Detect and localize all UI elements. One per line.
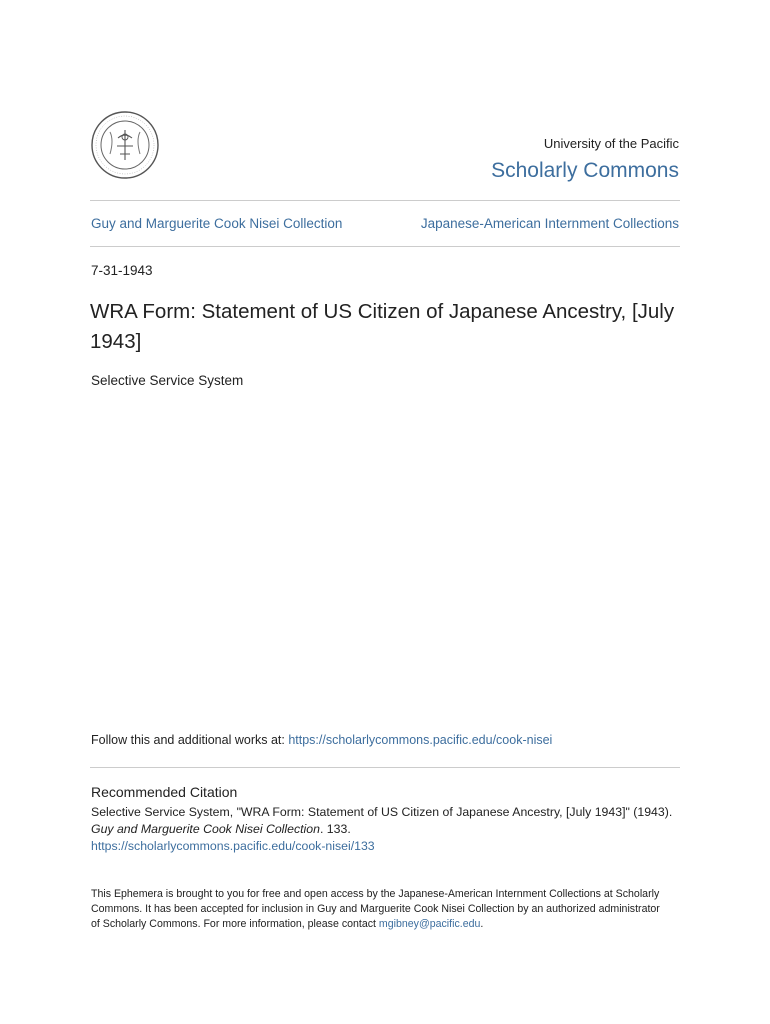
university-seal-icon — [90, 110, 160, 180]
citation-number: . 133. — [319, 822, 351, 836]
citation-heading: Recommended Citation — [91, 784, 238, 800]
divider-collections — [90, 246, 680, 247]
access-notice — [91, 887, 671, 932]
follow-link[interactable]: https://scholarlycommons.pacific.edu/cook-nisei — [288, 733, 553, 747]
citation-text: Selective Service System, "WRA Form: Statement of US Citizen of Japanese Ancestry, [July 1943]" (1943). — [91, 805, 673, 819]
item-date: 7-31-1943 — [91, 263, 153, 278]
repository-name[interactable]: Scholarly Commons — [491, 159, 679, 182]
citation-series: Guy and Marguerite Cook Nisei Collection — [91, 822, 320, 836]
follow-prefix: Follow this and additional works at: — [91, 733, 289, 747]
parent-collection-link[interactable]: Japanese-American Internment Collections — [420, 216, 679, 231]
divider-top — [90, 200, 680, 201]
collection-link[interactable]: Guy and Marguerite Cook Nisei Collection — [91, 216, 343, 231]
repository-branding — [491, 136, 679, 184]
citation-link[interactable]: https://scholarlycommons.pacific.edu/cook-nisei/133 — [91, 839, 375, 853]
item-author: Selective Service System — [91, 373, 244, 388]
contact-email-link[interactable]: mgibney@pacific.edu — [378, 918, 481, 930]
notice-text: This Ephemera is brought to you for free and open access by the Japanese-American Internment Collections at Scholarly Commons. It has been accepted for inclusion in Guy and Marguerite Cook Nisei Collection by an authorized administrator of Scholarly Commons. For more information, please contact — [91, 888, 660, 930]
citation-source-line — [91, 821, 691, 838]
notice-end: . — [480, 918, 484, 930]
item-title: WRA Form: Statement of US Citizen of Japanese Ancestry, [July 1943] — [90, 300, 675, 353]
follow-line — [91, 733, 552, 747]
divider-citation — [90, 767, 680, 768]
university-name: University of the Pacific — [543, 136, 679, 151]
citation-body — [91, 804, 691, 855]
